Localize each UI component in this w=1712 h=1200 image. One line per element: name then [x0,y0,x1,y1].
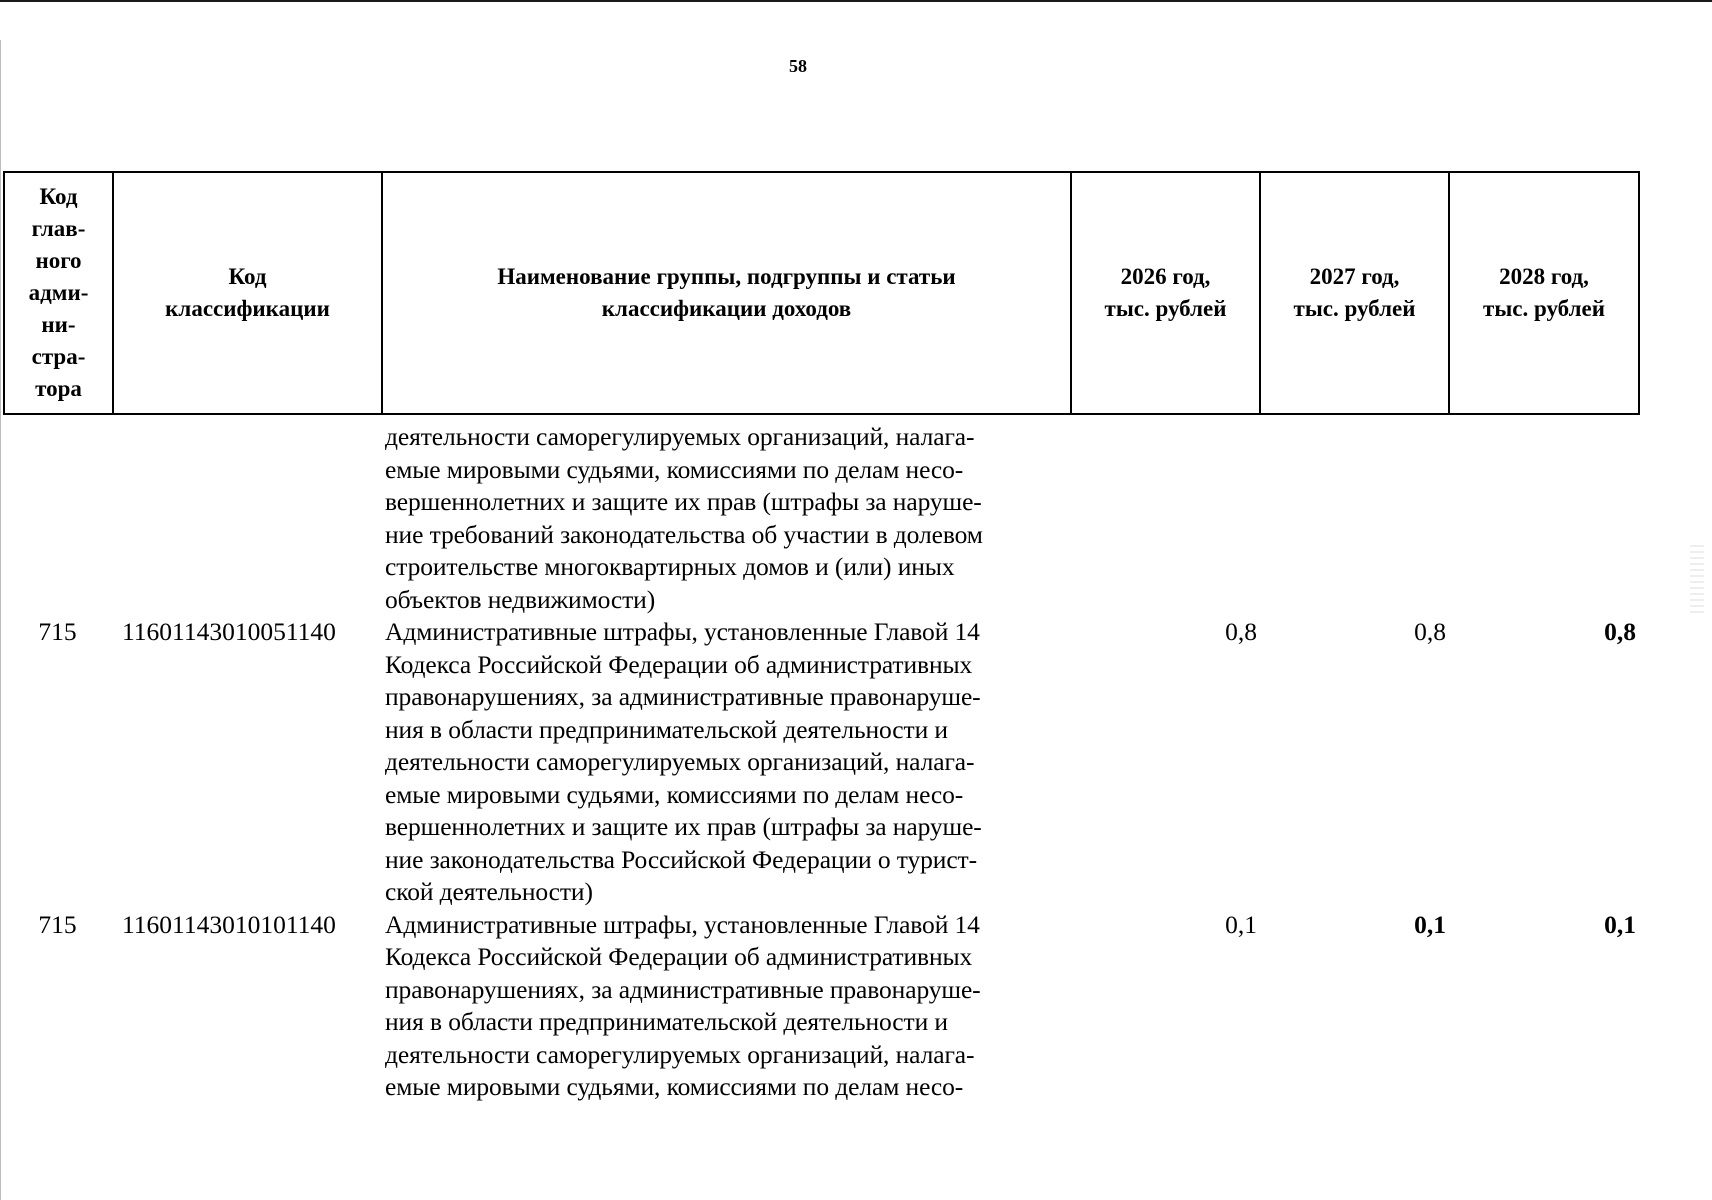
header-year-2028: 2028 год, тыс. рублей [1449,172,1639,414]
value-2026-cell: 0,1 [1225,909,1257,939]
value-2028-cell [1448,421,1638,616]
header-year-2026: 2026 год, тыс. рублей [1071,172,1260,414]
table-header [3,171,1640,415]
value-2027-cell: 0,8 [1414,617,1446,646]
header-year-2027: 2027 год, тыс. рублей [1260,172,1449,414]
classification-code-cell [112,421,381,616]
header-admin-code: Код глав- ного адми- ни- стра- тора [4,172,113,414]
value-2026-cell [1070,421,1259,616]
classification-code-cell: 11601143010051140 [122,617,336,646]
classification-code-cell: 11601143010101140 [122,909,336,939]
value-2027-cell [1259,421,1448,616]
scan-edge-top [0,0,1712,2]
admin-code-cell [3,421,112,616]
table-row [3,616,1638,909]
table-row [3,909,1638,1104]
group-name-cell: Административные штрафы, установленные Главой 14 Кодекса Российской Федерации об административных правонарушениях, за административные правонаруше- ния в области предпринимательской деятельности и деятельности саморегулируемых организаций, налага- емые мировыми судьями, комиссиями по делам несо- [385,909,981,1101]
admin-code-cell: 715 [38,909,77,939]
header-classification-code: Код классификации [113,172,382,414]
group-name-cell: Административные штрафы, установленные Главой 14 Кодекса Российской Федерации об административных правонарушениях, за административные правонаруше- ния в области предпринимательской деятельности и деятельности саморегулируемых организаций, налага- емые мировыми судьями, комиссиями по делам несо- вершеннолетних и защите их прав (штрафы за наруше- ние законодательства Российской Федерации о турист- ской деятельности) [385,617,982,906]
table-body [3,421,1638,1104]
page-number: 58 [789,56,807,76]
scan-speckle [1690,545,1704,615]
value-2028-cell: 0,8 [1604,617,1636,646]
value-2026-cell: 0,8 [1225,617,1257,646]
header-group-name: Наименование группы, подгруппы и статьи классификации доходов [382,172,1071,414]
group-name-cell: деятельности саморегулируемых организаций, налага- емые мировыми судьями, комиссиями по делам несо- вершеннолетних и защите их прав (штрафы за наруше- ние требований законодательства об участии в долевом строительстве многоквартирных домов и (или) иных объектов недвижимости) [385,422,983,614]
table-row [3,421,1638,616]
value-2027-cell: 0,1 [1414,909,1446,939]
scan-edge-left [0,40,1,1200]
value-2028-cell: 0,1 [1604,909,1636,939]
admin-code-cell: 715 [38,617,77,646]
